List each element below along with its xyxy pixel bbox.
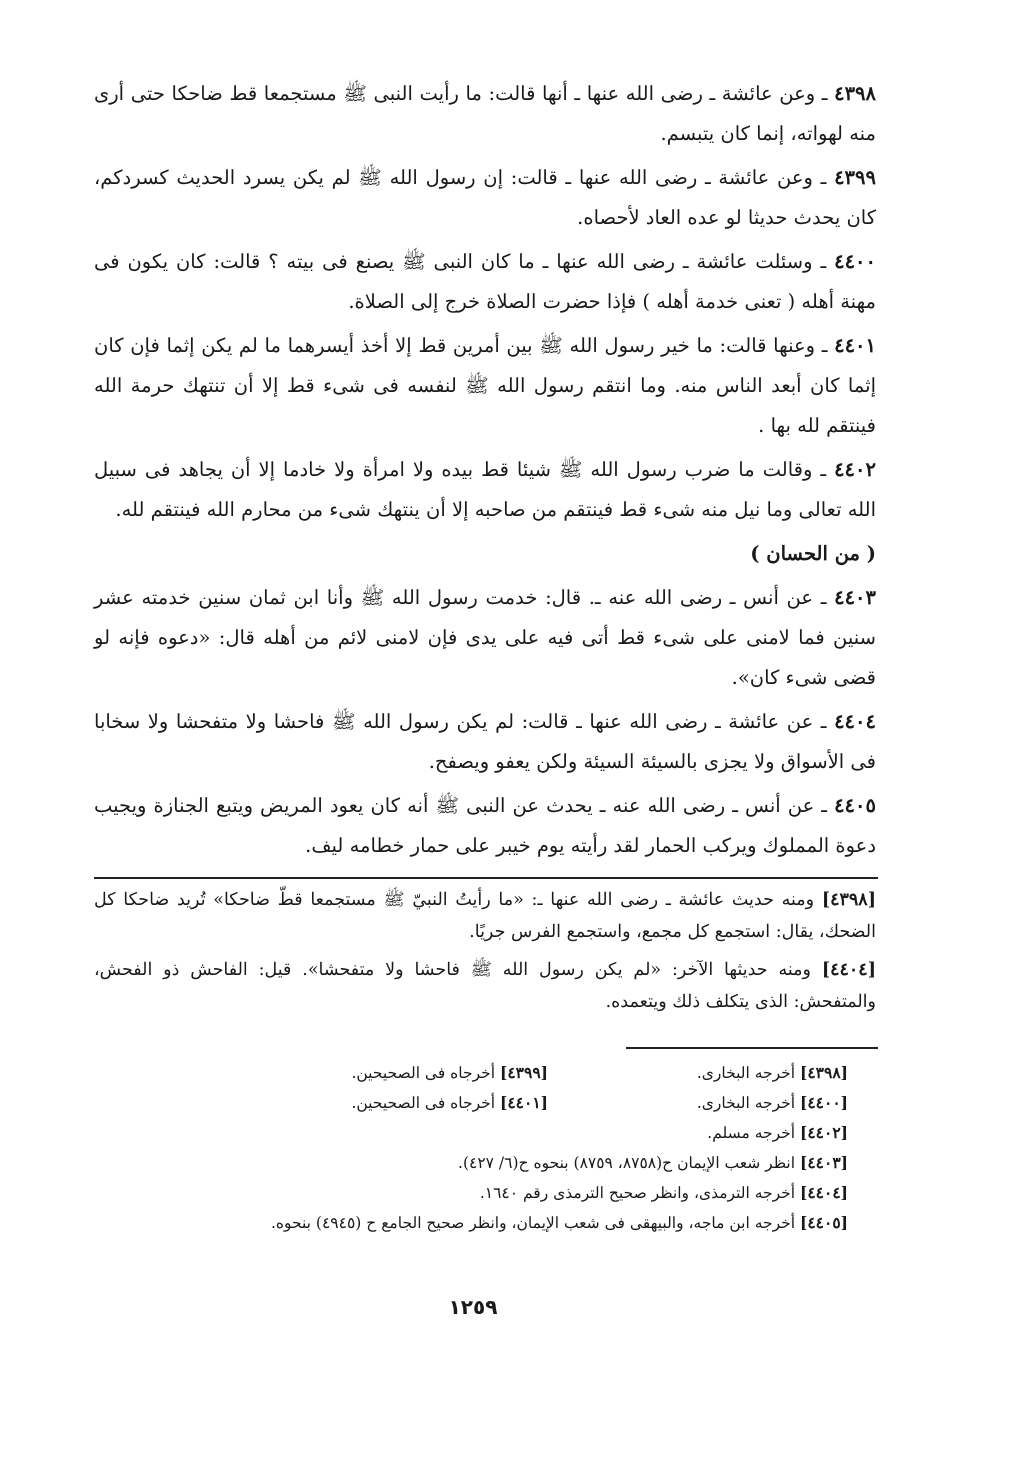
footnote-4400 xyxy=(548,1088,848,1118)
footnote-text: أخرجه البخارى. xyxy=(696,1064,796,1082)
commentary-ref: [٤٣٩٨] xyxy=(821,890,876,910)
footnote-text: أخرجاه فى الصحيحين. xyxy=(351,1094,496,1112)
commentary-4404 xyxy=(94,954,876,1018)
footnote-ref: [٤٤٠٣] xyxy=(800,1153,848,1172)
footnote-4398 xyxy=(548,1058,848,1088)
commentary-divider xyxy=(94,877,878,879)
hadith-4398: ٤٣٩٨ ـ وعن عائشة ـ رضى الله عنها ـ أنها قالت: ما رأيت النبى ﷺ مستجمعا قط ضاحكا حتى أرى منه لهواته، إنما كان يتبسم. xyxy=(94,82,876,145)
footnote-text: أخرجه الترمذى، وانظر صحيح الترمذى رقم ١٦٤٠. xyxy=(479,1184,796,1202)
hadith-4402: ٤٤٠٢ ـ وقالت ما ضرب رسول الله ﷺ شيئا قط بيده ولا امرأة ولا خادما إلا أن يجاهد فى سبيل الله تعالى وما نيل منه شىء قط فينتقم من صاحبه إلا أن ينتهك شىء من محارم الله فينتقم لله. xyxy=(94,458,876,521)
footnote-ref: [٤٤٠٤] xyxy=(800,1183,848,1202)
commentary-block xyxy=(94,884,876,1024)
hadith-number: ٤٤٠٢ xyxy=(834,458,876,481)
footnote-text: أخرجه البخارى. xyxy=(696,1094,796,1112)
footnote-4401 xyxy=(248,1088,548,1118)
footnote-ref: [٤٤٠٢] xyxy=(800,1123,848,1142)
commentary-text: ومنه حديث عائشة ـ رضى الله عنها ـ: «ما رأيتُ النبيّ ﷺ مستجمعا قطّ ضاحكا» تُريد ضاحكا كل الضحك، يقال: استجمع كل مجمع، واستجمع الفرس جريًا. xyxy=(94,890,876,942)
footnote-text: أخرجاه فى الصحيحين. xyxy=(351,1064,496,1082)
hadith-body: وسئلت عائشة ـ رضى الله عنها ـ ما كان النبى ﷺ يصنع فى بيته ؟ قالت: كان يكون فى مهنة أهله ( تعنى خدمة أهله ) فإذا حضرت الصلاة خرج إلى الصلاة. xyxy=(94,250,876,313)
hadith-4401: ٤٤٠١ ـ وعنها قالت: ما خير رسول الله ﷺ بين أمرين قط إلا أخذ أيسرهما ما لم يكن إثما فإن كان إثما كان أبعد الناس منه. وما انتقم رسول الله ﷺ لنفسه فى شىء قط إلا أن تنتهك حرمة الله فينتقم لله بها . xyxy=(94,334,876,437)
section-title: ( من الحسان ) xyxy=(750,542,876,565)
hadith-number: ٤٤٠٣ xyxy=(834,586,876,609)
hadith-body: وعن عائشة ـ رضى الله عنها ـ أنها قالت: ما رأيت النبى ﷺ مستجمعا قط ضاحكا حتى أرى منه لهواته، إنما كان يتبسم. xyxy=(94,82,876,145)
footnote-4399 xyxy=(248,1058,548,1088)
footnote-text: انظر شعب الإيمان ح(٨٧٥٨، ٨٧٥٩) بنحوه ح(٦/ ٤٢٧). xyxy=(458,1154,796,1172)
footnote-4403 xyxy=(220,1148,848,1178)
hadith-number: ٤٤٠٤ xyxy=(834,710,876,733)
hadith-number: ٤٤٠٠ xyxy=(834,250,876,273)
hadith-number: ٤٤٠٥ xyxy=(834,794,876,817)
hadith-4400: ٤٤٠٠ ـ وسئلت عائشة ـ رضى الله عنها ـ ما كان النبى ﷺ يصنع فى بيته ؟ قالت: كان يكون فى مهنة أهله ( تعنى خدمة أهله ) فإذا حضرت الصلاة خرج إلى الصلاة. xyxy=(94,250,876,313)
hadith-4405: ٤٤٠٥ ـ عن أنس ـ رضى الله عنه ـ يحدث عن النبى ﷺ أنه كان يعود المريض ويتبع الجنازة ويجيب دعوة المملوك ويركب الحمار لقد رأيته يوم خيبر على حمار خطامه ليف. xyxy=(94,794,876,857)
footnote-ref: [٤٣٩٩] xyxy=(500,1063,548,1082)
commentary-4398 xyxy=(94,884,876,948)
hadith-number: ٤٣٩٩ xyxy=(834,166,876,189)
commentary-ref: [٤٤٠٤] xyxy=(821,960,876,980)
hadith-number: ٤٣٩٨ xyxy=(834,82,876,105)
footnote-divider xyxy=(626,1047,878,1049)
hadith-number: ٤٤٠١ xyxy=(834,334,876,357)
page-number: ١٢٥٩ xyxy=(448,1295,498,1319)
commentary-text: ومنه حديثها الآخر: «لم يكن رسول الله ﷺ فاحشا ولا متفحشا». قيل: الفاحش ذو الفحش، والمتفحش: الذى يتكلف ذلك ويتعمده. xyxy=(94,960,876,1012)
footnote-ref: [٤٤٠٥] xyxy=(800,1213,848,1232)
hadith-body: وقالت ما ضرب رسول الله ﷺ شيئا قط بيده ولا امرأة ولا خادما إلا أن يجاهد فى سبيل الله تعالى وما نيل منه شىء قط فينتقم من صاحبه إلا أن ينتهك شىء من محارم الله فينتقم لله. xyxy=(94,458,876,521)
hadith-4399: ٤٣٩٩ ـ وعن عائشة ـ رضى الله عنها ـ قالت: إن رسول الله ﷺ لم يكن يسرد الحديث كسردكم، كان يحدث حديثا لو عده العاد لأحصاه. xyxy=(94,166,876,229)
footnote-4402 xyxy=(220,1118,848,1148)
footnote-4404 xyxy=(220,1178,848,1208)
footnote-ref: [٤٤٠١] xyxy=(500,1093,548,1112)
footnote-4405 xyxy=(220,1208,848,1238)
footnote-row xyxy=(220,1058,848,1088)
hadith-body: عن عائشة ـ رضى الله عنها ـ قالت: لم يكن رسول الله ﷺ فاحشا ولا متفحشا ولا سخابا فى الأسواق ولا يجزى بالسيئة السيئة ولكن يعفو ويصفح. xyxy=(94,710,876,773)
hadith-body: عن أنس ـ رضى الله عنه ـ يحدث عن النبى ﷺ أنه كان يعود المريض ويتبع الجنازة ويجيب دعوة المملوك ويركب الحمار لقد رأيته يوم خيبر على حمار خطامه ليف. xyxy=(94,794,876,857)
footnote-text: أخرجه ابن ماجه، والبيهقى فى شعب الإيمان، وانظر صحيح الجامع ح (٤٩٤٥) بنحوه. xyxy=(270,1214,796,1232)
hadith-4403: ٤٤٠٣ ـ عن أنس ـ رضى الله عنه ـ. قال: خدمت رسول الله ﷺ وأنا ابن ثمان سنين خدمته عشر سنين فما لامنى على شىء قط أتى فيه على يدى فإن لامنى لائم من أهله قال: «دعوه فإنه لو قضى شىء كان». xyxy=(94,586,876,689)
hadith-body: وعن عائشة ـ رضى الله عنها ـ قالت: إن رسول الله ﷺ لم يكن يسرد الحديث كسردكم، كان يحدث حديثا لو عده العاد لأحصاه. xyxy=(94,166,876,229)
footnote-ref: [٤٤٠٠] xyxy=(800,1093,848,1112)
footnotes-block xyxy=(220,1058,848,1238)
hadith-body: عن أنس ـ رضى الله عنه ـ. قال: خدمت رسول الله ﷺ وأنا ابن ثمان سنين خدمته عشر سنين فما لامنى على شىء قط أتى فيه على يدى فإن لامنى لائم من أهله قال: «دعوه فإنه لو قضى شىء كان». xyxy=(94,586,876,689)
hadith-text-block xyxy=(94,74,876,870)
footnote-ref: [٤٣٩٨] xyxy=(800,1063,848,1082)
hadith-4404: ٤٤٠٤ ـ عن عائشة ـ رضى الله عنها ـ قالت: لم يكن رسول الله ﷺ فاحشا ولا متفحشا ولا سخابا فى الأسواق ولا يجزى بالسيئة السيئة ولكن يعفو ويصفح. xyxy=(94,710,876,773)
footnote-row xyxy=(220,1088,848,1118)
footnote-text: أخرجه مسلم. xyxy=(707,1124,796,1142)
hadith-body: وعنها قالت: ما خير رسول الله ﷺ بين أمرين قط إلا أخذ أيسرهما ما لم يكن إثما فإن كان إثما كان أبعد الناس منه. وما انتقم رسول الله ﷺ لنفسه فى شىء قط إلا أن تنتهك حرمة الله فينتقم لله بها . xyxy=(94,334,876,437)
